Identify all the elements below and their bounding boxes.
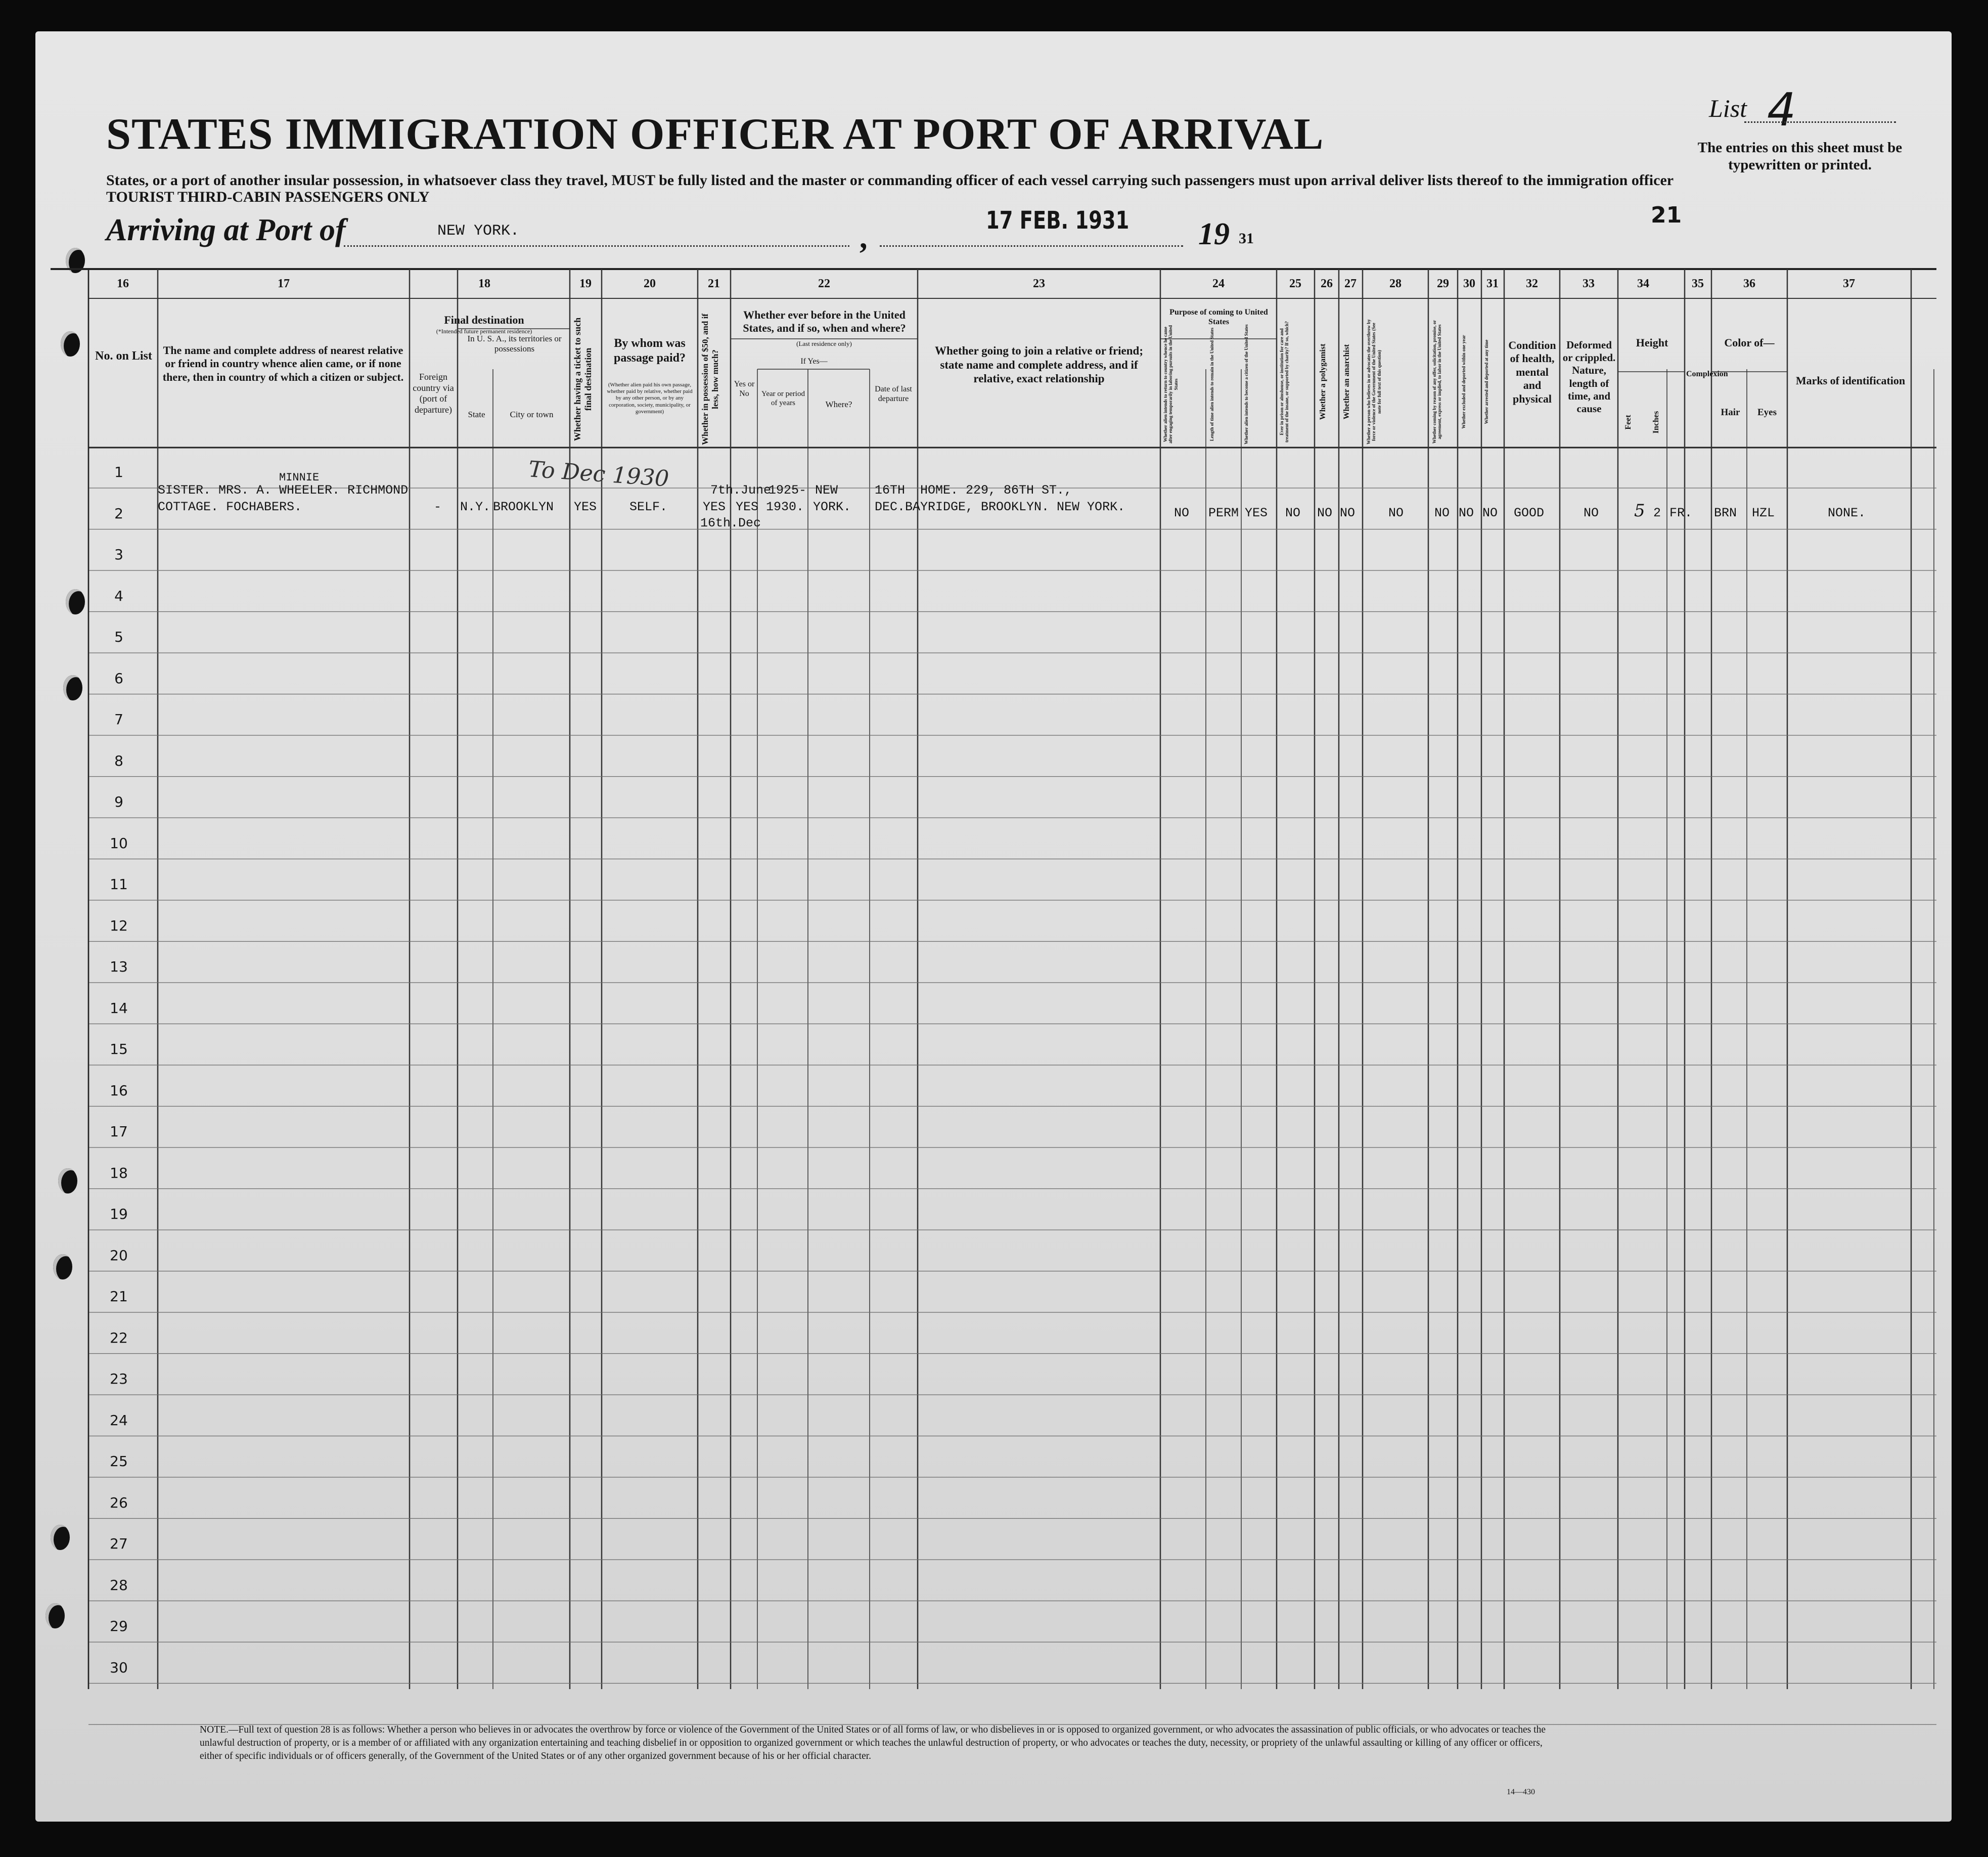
- row-number: 16: [110, 1082, 128, 1099]
- row-number: 27: [110, 1535, 128, 1552]
- row-number: 9: [114, 793, 123, 810]
- state-value: N.Y.: [460, 500, 491, 514]
- column-number: 17: [278, 277, 290, 290]
- column-number: 29: [1437, 277, 1449, 290]
- header-final-destination: Final destination: [444, 314, 524, 326]
- column-number: 25: [1289, 277, 1301, 290]
- row-number: 25: [110, 1453, 128, 1470]
- header-yes-no: Yes or No: [734, 380, 755, 399]
- row-number: 19: [110, 1206, 128, 1222]
- row-number: 29: [110, 1618, 128, 1634]
- column-number: 18: [478, 277, 490, 290]
- column-number: 37: [1843, 277, 1855, 290]
- header-hair: Hair: [1721, 407, 1740, 418]
- header-before-sub: (Last residence only): [796, 340, 852, 347]
- row-number: 13: [110, 958, 128, 975]
- arrival-date-stamp: 17 FEB. 1931: [986, 206, 1129, 235]
- where-line1: NEW: [815, 483, 838, 498]
- footnote-q28: NOTE.—Full text of question 28 is as follows: Whether a person who believes in or advocates the overthrow by force or violence of the Government of the United States or of all forms of law, or who disbelieves in or is opposed to organized government, or who advocates the assassination of public officials, or who advocates or teaches the unlawful destruction of property, or is a member of or affiliated with any organization entertaining and teaching disbelief in or opposition to organized government or which teaches the unlawful destruction of property, or who advocates or teaches the duty, necessity, or propriety of the unlawful assaulting or killing of any officer or officers, either of specific individuals or of officers generally, of the Government of the United States or of any other organized government because of his or her official character.: [200, 1725, 1546, 1761]
- polygamist-value: NO: [1317, 506, 1333, 520]
- column-number: 22: [818, 277, 830, 290]
- marks-value: NONE.: [1828, 506, 1866, 520]
- row-number: 10: [110, 834, 128, 852]
- row-number: 22: [110, 1329, 128, 1346]
- arriving-label: Arriving at Port of: [106, 213, 346, 247]
- before-date2: 16th.Dec: [700, 516, 761, 530]
- row-number: 18: [110, 1164, 128, 1181]
- header-relative: The name and complete address of nearest relative or friend in country whence alien came, or if none there, then in country of which a citizen or subject.: [162, 344, 404, 383]
- city-value: BROOKLYN: [493, 500, 554, 514]
- health-value: GOOD: [1514, 506, 1545, 520]
- last-departure-line2: DEC.: [875, 500, 906, 514]
- header-joining: Whether going to join a relative or friend; state name and complete address, and if relative, exact relationship: [934, 344, 1144, 385]
- row-number: 26: [110, 1494, 128, 1511]
- column-number: 36: [1743, 277, 1755, 290]
- deformed-value: NO: [1584, 506, 1599, 520]
- header-purpose-b: Length of time alien intends to remain in the United States: [1209, 327, 1214, 441]
- header-prison: Ever in prison or almshouse, or institution for care and treatment of the insane, or supported by charity? If so, which?: [1279, 321, 1290, 443]
- header-color-of: Color of—: [1724, 336, 1775, 349]
- ticket-value: YES: [574, 500, 597, 514]
- column-number: 19: [579, 277, 592, 290]
- header-state: State: [468, 410, 485, 419]
- where-line2: YORK.: [813, 500, 851, 514]
- row-number: 20: [110, 1247, 128, 1264]
- header-deformed: Deformed or crippled. Nature, length of time, and cause: [1562, 339, 1616, 415]
- row-number: 28: [110, 1576, 128, 1594]
- years-line2: 1930.: [766, 500, 804, 514]
- row-number: 11: [110, 876, 128, 893]
- feet-value: 5: [1634, 501, 1645, 521]
- column-number: 35: [1692, 277, 1704, 290]
- eyes-value: HZL: [1752, 506, 1775, 520]
- list-label: List: [1709, 94, 1747, 122]
- row-number: 23: [110, 1370, 128, 1387]
- header-health: Condition of health, mental and physical: [1508, 339, 1556, 405]
- header-q29: Whether coming by reason of any offer, solicitation, promise, or agreement, express or implied, to labor in the United States: [1432, 320, 1442, 444]
- column-number: 31: [1486, 277, 1499, 290]
- typewritten-note: The entries on this sheet must be typewritten or printed.: [1697, 140, 1903, 173]
- joining-line1: HOME. 229, 86TH ST.,: [920, 483, 1072, 498]
- relative-line2: COTTAGE. FOCHABERS.: [158, 500, 302, 514]
- column-number: 34: [1637, 277, 1649, 290]
- header-last-departure: Date of last departure: [875, 385, 912, 404]
- header-q28: Whether a person who believes in or advocates the overthrow by force or violence of the Government of the United States (See note for full text of this question): [1366, 319, 1382, 445]
- column-number: 28: [1389, 277, 1402, 290]
- header-q30: Whether excluded and deported within one year: [1461, 335, 1466, 429]
- row-number: 2: [114, 505, 123, 522]
- header-no-on-list: No. on List: [95, 349, 152, 363]
- header-passage-paid-sub: (Whether alien paid his own passage, whether paid by relative, whether paid by any other person, or by any corporation, society, municipality, or government): [607, 382, 693, 415]
- header-q31: Whether arrested and deported at any time: [1484, 339, 1489, 424]
- q29-value: NO: [1434, 506, 1450, 520]
- header-purpose-c: Whether alien intends to become a citizen of the United States: [1244, 324, 1249, 445]
- header-anarchist: Whether an anarchist: [1342, 344, 1351, 420]
- complexion-value: FR.: [1669, 506, 1693, 520]
- row-number: 17: [110, 1123, 128, 1140]
- header-in-usa: In U. S. A., its territories or possessions: [467, 334, 562, 354]
- row-number: 5: [114, 629, 123, 645]
- years-line1: 1925-: [769, 483, 807, 498]
- header-eyes: Eyes: [1757, 407, 1777, 418]
- handwritten-annotation: To Dec 1930: [527, 456, 670, 492]
- form-title: STATES IMMIGRATION OFFICER AT PORT OF ARRIVAL: [106, 110, 1324, 159]
- column-number: 21: [708, 277, 720, 290]
- row-number: 8: [114, 752, 123, 769]
- header-passage-paid: By whom was passage paid?: [613, 337, 686, 365]
- row-number: 7: [114, 711, 123, 728]
- passenger-class: TOURIST THIRD-CABIN PASSENGERS ONLY: [106, 189, 430, 205]
- column-number: 16: [117, 277, 129, 290]
- header-year-period: Year or period of years: [761, 390, 805, 407]
- header-final-destination-sub: (*Intended future permanent residence): [436, 328, 532, 335]
- before-date1: 7th.June: [710, 483, 772, 498]
- header-marks: Marks of identification: [1795, 374, 1906, 387]
- joining-line2: BAYRIDGE, BROOKLYN. NEW YORK.: [905, 500, 1125, 514]
- header-before-in-us: Whether ever before in the United States, and if so, when and where?: [743, 308, 906, 335]
- purpose-length-value: PERM: [1208, 506, 1239, 520]
- q28-value: NO: [1388, 506, 1404, 520]
- year-suffix: 31: [1239, 230, 1254, 247]
- relative-insert: MINNIE: [279, 471, 320, 484]
- row-number: 1: [114, 464, 123, 480]
- form-instruction: States, or a port of another insular possession, in whatsoever class they travel, MUST be fully listed and the master or commanding officer of each vessel carrying such passengers must upon arrival deliver lists thereof to the immigration officer: [106, 172, 1674, 189]
- form-number: 14—430: [1507, 1788, 1535, 1796]
- hair-value: BRN: [1714, 506, 1737, 520]
- header-height: Height: [1636, 336, 1668, 349]
- header-if-yes: If Yes—: [800, 357, 828, 366]
- column-number: 27: [1344, 277, 1357, 290]
- q31-value: NO: [1482, 506, 1498, 520]
- passage-paid-value: SELF.: [629, 500, 668, 514]
- relative-line1: SISTER. MRS. A. WHEELER. RICHMOND: [158, 483, 409, 498]
- last-departure-line1: 16TH: [875, 483, 906, 498]
- header-foreign-country: Foreign country via (port of departure): [413, 372, 454, 415]
- header-complexion: Complexion: [1686, 370, 1728, 378]
- header-money: Whether in possession of $50, and if less, how much?: [700, 314, 720, 445]
- purpose-return-value: NO: [1174, 506, 1190, 520]
- header-city: City or town: [510, 410, 554, 419]
- before-yes: YES: [736, 500, 759, 514]
- year-prefix: 19: [1198, 217, 1230, 251]
- column-number: 30: [1463, 277, 1475, 290]
- comma-separator: ,: [860, 220, 868, 255]
- column-number: 33: [1583, 277, 1595, 290]
- prison-value: NO: [1285, 506, 1301, 520]
- column-number: 24: [1212, 277, 1225, 290]
- purpose-citizen-value: YES: [1245, 506, 1268, 520]
- anarchist-value: NO: [1340, 506, 1356, 520]
- header-polygamist: Whether a polygamist: [1319, 343, 1327, 420]
- column-number: 32: [1526, 277, 1538, 290]
- row-number: 14: [110, 999, 128, 1016]
- row-number: 12: [110, 917, 128, 934]
- header-purpose: Purpose of coming to United States: [1169, 308, 1268, 327]
- column-number: 26: [1321, 277, 1333, 290]
- inches-value: 2: [1653, 506, 1661, 520]
- header-inches: Inches: [1652, 411, 1660, 434]
- row-number: 3: [114, 546, 123, 563]
- q30-value: NO: [1459, 506, 1474, 520]
- row-number: 15: [110, 1041, 128, 1057]
- header-purpose-a: Whether alien intends to return to country whence he came after engaging temporarily in laboring pursuits in the United States: [1163, 325, 1179, 444]
- column-number: 20: [644, 277, 656, 290]
- row-number: 30: [110, 1659, 128, 1676]
- header-ticket: Whether having a ticket to such final destination: [572, 317, 593, 441]
- foreign-country-value: -: [434, 500, 442, 514]
- list-number: 4: [1767, 83, 1796, 137]
- row-number: 24: [110, 1411, 128, 1429]
- header-where: Where?: [825, 400, 852, 409]
- port-of-arrival: NEW YORK.: [437, 223, 520, 240]
- column-number: 23: [1033, 277, 1045, 290]
- row-number: 21: [110, 1288, 128, 1305]
- header-feet: Feet: [1624, 415, 1633, 430]
- money-value: YES: [703, 500, 726, 514]
- row-number: 6: [114, 670, 123, 687]
- row-number: 4: [114, 587, 123, 604]
- page-number: 21: [1651, 202, 1682, 228]
